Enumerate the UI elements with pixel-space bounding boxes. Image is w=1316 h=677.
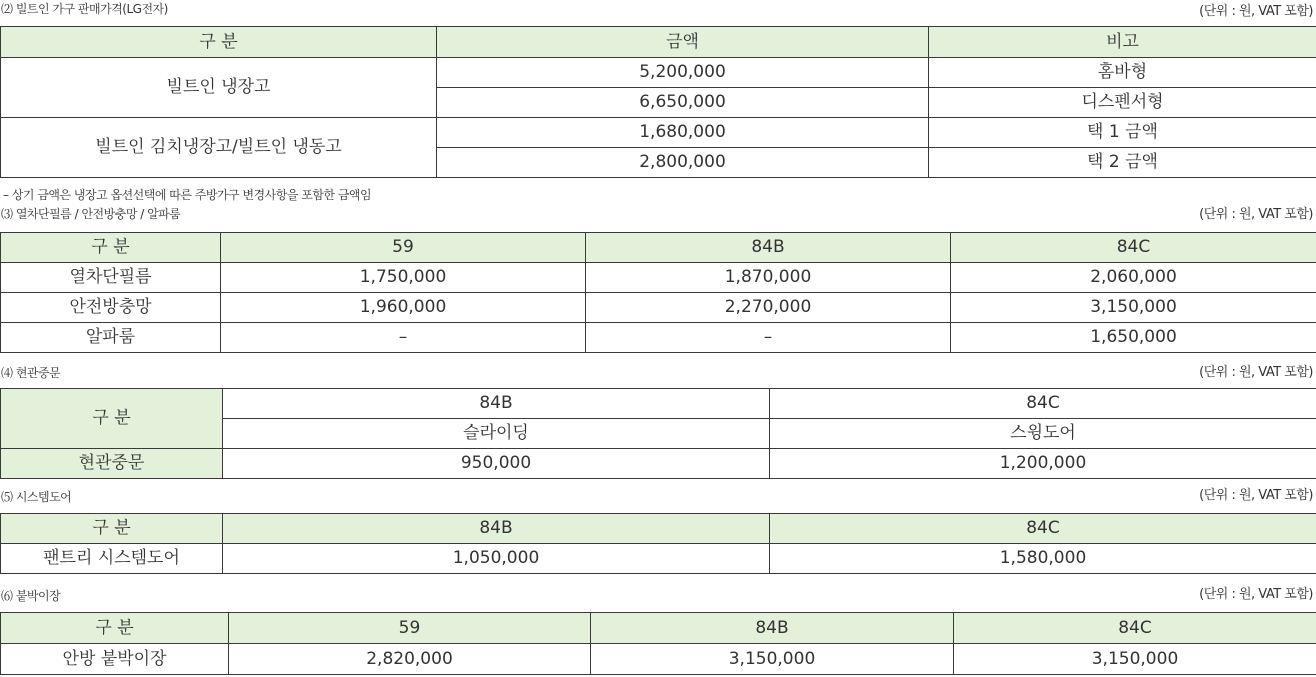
table-row	[1, 293, 1316, 323]
unit-note-builtin: (단위 : 원, VAT 포함)	[1199, 4, 1313, 19]
row-label: 안방 붙박이장	[1, 644, 229, 675]
price-cell: 1,200,000	[770, 449, 1316, 479]
price-cell: 1,050,000	[223, 544, 770, 574]
section-title-film: ⑶ 열차단필름 / 안전방충망 / 알파룸	[1, 207, 181, 221]
table-header-row	[1, 514, 1316, 544]
header-note: 비고	[929, 27, 1316, 58]
header-category: 구 분	[1, 514, 223, 544]
price-cell: 1,870,000	[586, 263, 951, 293]
price-cell: 3,150,000	[591, 644, 954, 675]
header-type: 84B	[223, 514, 770, 544]
header-type: 84B	[223, 389, 770, 419]
amount-cell: 2,800,000	[437, 148, 929, 178]
section-title-pantry: ⑸ 시스템도어	[1, 490, 72, 504]
row-label: 빌트인 냉장고	[1, 58, 437, 118]
price-cell: 1,580,000	[770, 544, 1316, 574]
table-header-row	[1, 233, 1316, 263]
header-category: 구 분	[1, 233, 221, 263]
row-label: 현관중문	[1, 449, 223, 479]
header-category: 구 분	[1, 613, 229, 644]
price-cell: 1,960,000	[221, 293, 586, 323]
table-row	[1, 544, 1316, 574]
unit-note-closet: (단위 : 원, VAT 포함)	[1199, 587, 1313, 602]
row-label: 열차단필름	[1, 263, 221, 293]
film-screen-table	[0, 232, 1316, 353]
row-label: 빌트인 김치냉장고/빌트인 냉동고	[1, 118, 437, 178]
builtin-footnote: – 상기 금액은 냉장고 옵션선택에 따른 주방가구 변경사항을 포함한 금액임	[3, 188, 372, 202]
unit-note-door: (단위 : 원, VAT 포함)	[1199, 365, 1313, 380]
section-title-door: ⑷ 현관중문	[1, 366, 61, 380]
header-type: 59	[229, 613, 591, 644]
header-type: 84B	[591, 613, 954, 644]
price-cell: 3,150,000	[951, 293, 1316, 323]
price-cell: –	[221, 323, 586, 353]
table-row	[1, 58, 1316, 88]
price-cell: 950,000	[223, 449, 770, 479]
header-type: 59	[221, 233, 586, 263]
section-title-closet: ⑹ 붙박이장	[1, 589, 61, 603]
row-label: 알파룸	[1, 323, 221, 353]
table-row	[1, 323, 1316, 353]
note-cell: 택 1 금액	[929, 118, 1316, 148]
row-label: 안전방충망	[1, 293, 221, 323]
table-header-row	[1, 613, 1316, 644]
builtin-price-table	[0, 26, 1316, 178]
price-cell: 2,820,000	[229, 644, 591, 675]
price-cell: –	[586, 323, 951, 353]
header-type: 84C	[951, 233, 1316, 263]
closet-table	[0, 612, 1316, 675]
table-row	[1, 263, 1316, 293]
note-cell: 택 2 금액	[929, 148, 1316, 178]
pantry-door-table	[0, 513, 1316, 574]
note-cell: 홈바형	[929, 58, 1316, 88]
table-row	[1, 644, 1316, 675]
note-cell: 디스펜서형	[929, 88, 1316, 118]
unit-note-pantry: (단위 : 원, VAT 포함)	[1199, 488, 1313, 503]
table-header-row	[1, 27, 1316, 58]
table-row	[1, 449, 1316, 479]
price-cell: 2,270,000	[586, 293, 951, 323]
amount-cell: 1,680,000	[437, 118, 929, 148]
door-style: 스윙도어	[770, 419, 1316, 449]
header-type: 84C	[770, 514, 1316, 544]
price-cell: 1,750,000	[221, 263, 586, 293]
header-type: 84C	[954, 613, 1316, 644]
door-style: 슬라이딩	[223, 419, 770, 449]
header-type: 84B	[586, 233, 951, 263]
amount-cell: 6,650,000	[437, 88, 929, 118]
header-amount: 금액	[437, 27, 929, 58]
price-cell: 1,650,000	[951, 323, 1316, 353]
entrance-door-table	[0, 388, 1316, 479]
price-cell: 3,150,000	[954, 644, 1316, 675]
header-category: 구 분	[1, 27, 437, 58]
amount-cell: 5,200,000	[437, 58, 929, 88]
section-title-builtin: ⑵ 빌트인 가구 판매가격(LG전자)	[1, 2, 168, 16]
row-label: 팬트리 시스템도어	[1, 544, 223, 574]
unit-note-film: (단위 : 원, VAT 포함)	[1199, 207, 1313, 222]
price-cell: 2,060,000	[951, 263, 1316, 293]
header-type: 84C	[770, 389, 1316, 419]
header-category: 구 분	[1, 389, 223, 449]
table-header-row	[1, 389, 1316, 419]
table-row	[1, 118, 1316, 148]
